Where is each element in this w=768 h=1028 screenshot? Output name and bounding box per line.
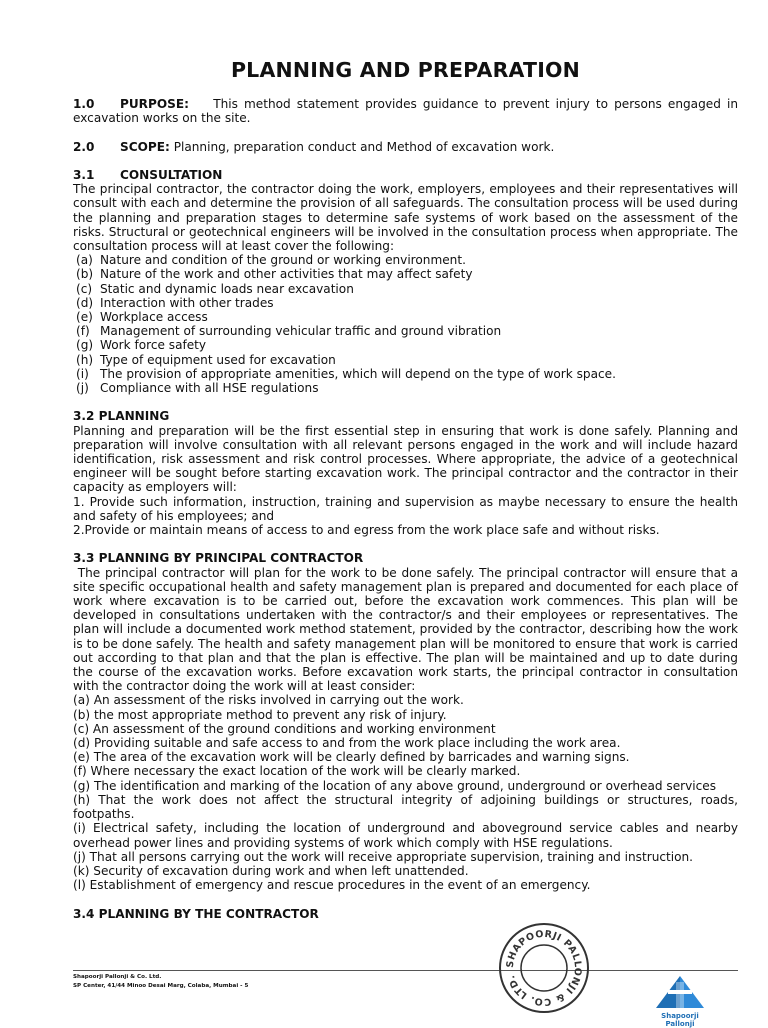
contractor-heading: 3.4 PLANNING BY THE CONTRACTOR [73, 906, 319, 921]
scope-number: 2.0 [73, 139, 95, 154]
list-item: (j) That all persons carrying out the work will receive appropriate supervision, training and instruction. [73, 849, 694, 864]
list-item: (e) Workplace access [76, 310, 208, 325]
list-item: (a) An assessment of the risks involved in carrying out the work. [73, 693, 464, 708]
company-seal-stamp [497, 921, 591, 1015]
document-body [73, 97, 742, 921]
page-title: PLANNING AND PREPARATION [230, 58, 581, 82]
list-item: (e) The area of the excavation work will be clearly defined by barricades and warning signs. [73, 750, 630, 765]
list-item: (c) An assessment of the ground conditions and working environment [73, 721, 496, 736]
svg-text:SHAPOORJI PALLONJI & CO. LTD. [505, 929, 583, 1007]
logo-text: Shapoorji Pallonji [661, 1012, 699, 1028]
planning-point-1: 1. Provide such information, instruction, training and supervision as maybe necessary to ensure the health and safety of his employees; and [73, 494, 738, 523]
list-item: (d) Providing suitable and safe access to and from the work place including the work area. [73, 736, 621, 751]
list-item: (h) That the work does not affect the structural integrity of adjoining buildings or structures, roads, footpaths. [73, 792, 738, 822]
consultation-heading [73, 168, 738, 182]
stamp-text: SHAPOORJI PALLONJI & CO. LTD. [504, 928, 584, 1008]
purpose-text: This method statement provides guidance to prevent injury to persons engaged in excavation works on the site. [73, 97, 738, 126]
footer-company: Shapoorji Pallonji & Co. Ltd. [73, 974, 162, 980]
scope-section [73, 140, 738, 154]
purpose-number: 1.0 [73, 97, 95, 111]
consultation-paragraph: The principal contractor, the contractor doing the work, employers, employees and their representatives will consult with each and determine the provision of all safeguards. The consultation process will be used during the planning and preparation stages to determine safe systems of work based on the assessment of the risks. Structural or geotechnical engineers will be involved in the consultation process when appropriate. The consultation process will at least cover the following: [73, 182, 738, 253]
list-item: (g) The identification and marking of the location of any above ground, underground or overhead services [73, 778, 717, 793]
purpose-section [73, 97, 738, 125]
planning-point-2: 2.Provide or maintain means of access to and egress from the work place safe and without risks. [73, 523, 660, 538]
list-item: (a) Nature and condition of the ground or working environment. [76, 253, 466, 268]
footer [73, 973, 248, 990]
sp-logo-icon [650, 968, 710, 1012]
list-item: (j) Compliance with all HSE regulations [76, 381, 319, 396]
list-item: (f) Management of surrounding vehicular traffic and ground vibration [76, 324, 502, 339]
planning-paragraph: Planning and preparation will be the first essential step in ensuring that work is done safely. Planning and preparation will involve consultation with all relevant persons engaged in the work and will include hazard identification, risk assessment and risk control processes. Where appropriate, the advice of a geotechnical engineer will be sought before starting excavation work. The principal contractor and the contractor in their capacity as employers will: [73, 423, 738, 495]
list-item: (b) the most appropriate method to prevent any risk of injury. [73, 707, 447, 722]
consultation-number: 3.1 [73, 167, 95, 182]
list-item: (d) Interaction with other trades [76, 295, 274, 310]
list-item: (g) Work force safety [76, 338, 207, 353]
principal-heading: 3.3 PLANNING BY PRINCIPAL CONTRACTOR [73, 551, 364, 566]
footer-divider [73, 970, 738, 971]
scope-label: SCOPE: [120, 139, 170, 154]
consultation-title: CONSULTATION [120, 167, 223, 182]
list-item: (h) Type of equipment used for excavation [76, 352, 336, 367]
planning-heading: 3.2 PLANNING [73, 409, 170, 424]
scope-text: Planning, preparation conduct and Method of excavation work. [173, 139, 555, 154]
principal-list [73, 693, 738, 892]
purpose-label: PURPOSE: [120, 97, 189, 111]
list-item: (i) Electrical safety, including the location of underground and aboveground service cables and nearby overhead power lines and providing systems of work which comply with HSE regulations. [73, 821, 738, 850]
list-item: (i) The provision of appropriate amenities, which will depend on the type of work space. [76, 366, 616, 381]
list-item: (k) Security of excavation during work and when left unattended. [73, 863, 469, 878]
company-logo [650, 968, 710, 1028]
list-item: (b) Nature of the work and other activities that may affect safety [76, 267, 473, 282]
consultation-list [73, 253, 738, 395]
principal-paragraph: The principal contractor will plan for the work to be done safely. The principal contractor will ensure that a site specific occupational health and safety management plan is prepared and documented for each place of work where excavation is to be carried out, before the excavation work commences. This plan will be developed in consultations undertaken with the contractor/s and their employees or representatives. The plan will include a documented work method statement, provided by the contractor, describing how the work is to be done safely. The health and safety management plan will be monitored to ensure that work is carried out according to that plan and that the plan is effective. The plan will be maintained and up to date during the course of the excavation works. Before excavation work starts, the principal contractor in consultation with the contractor doing the work will at least consider: [73, 565, 742, 694]
list-item: (c) Static and dynamic loads near excavation [76, 281, 354, 296]
footer-address: SP Center, 41/44 Minoo Desai Marg, Colaba, Mumbai - 5 [73, 982, 249, 989]
list-item: (f) Where necessary the exact location of the work will be clearly marked. [73, 764, 521, 779]
list-item: (l) Establishment of emergency and rescue procedures in the event of an emergency. [73, 878, 591, 893]
